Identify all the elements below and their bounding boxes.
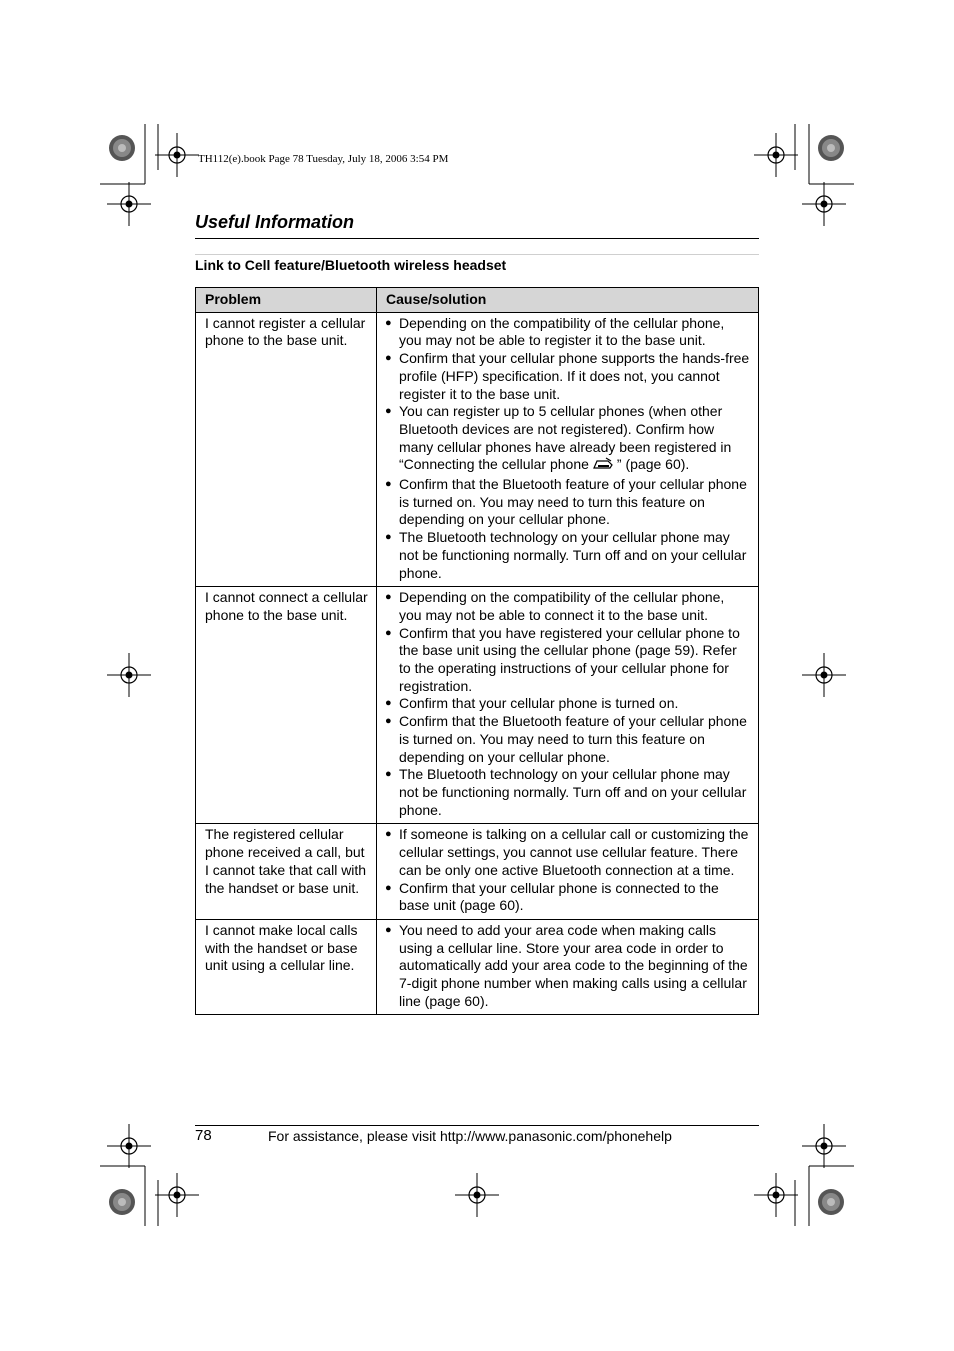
bullet-icon: ● bbox=[385, 352, 392, 365]
section-title: Useful Information bbox=[195, 212, 355, 232]
page-number: 78 bbox=[195, 1127, 212, 1144]
problem-cell: The registered cellular phone received a call, but I cannot take that call with the handset or base unit. bbox=[196, 824, 377, 920]
print-header: TH112(e).book Page 78 Tuesday, July 18, 2006 3:54 PM bbox=[198, 153, 449, 165]
bullet-icon: ● bbox=[385, 591, 392, 604]
solution-item: ● Confirm that the Bluetooth feature of your cellular phone is turned on. You may need to turn this feature on depending on your cellular phone. bbox=[385, 713, 747, 765]
solution-item: ● The Bluetooth technology on your cellular phone may not be functioning normally. Turn off and on your cellular phone. bbox=[385, 766, 747, 818]
sub-heading: Link to Cell feature/Bluetooth wireless headset bbox=[195, 257, 507, 273]
table-row bbox=[196, 919, 759, 1015]
table-row bbox=[196, 824, 759, 920]
solution-cell bbox=[377, 824, 759, 920]
solution-item: ● Confirm that you have registered your cellular phone to the base unit using the cellular phone (page 59). Refer to the operating instructions of your cellular phone for registration. bbox=[385, 624, 740, 694]
solution-item: ● You can register up to 5 cellular phones (when other Bluetooth devices are not registered). Confirm how many cellular phones have already been registered in “Connecting the cellular phone ” (page 60). bbox=[385, 403, 750, 476]
solution-item: ● Depending on the compatibility of the cellular phone, you may not be able to connect it to the base unit. bbox=[385, 589, 725, 623]
cellular-phone-icon bbox=[592, 457, 614, 476]
problem-cell: I cannot make local calls with the handset or base unit using a cellular line. bbox=[196, 919, 377, 1015]
solution-item: ● Confirm that your cellular phone is connected to the base unit (page 60). bbox=[385, 879, 719, 914]
bullet-icon: ● bbox=[385, 531, 392, 544]
solution-item: ● You need to add your area code when making calls using a cellular line. Store your area code in order to automatically add your area code to the beginning of the 7-digit phone number when making calls using a cellular line (page 60). bbox=[385, 921, 748, 1009]
bullet-icon: ● bbox=[385, 715, 392, 728]
subtitle-rule bbox=[195, 254, 759, 255]
title-rule bbox=[195, 238, 759, 239]
bullet-icon: ● bbox=[385, 478, 392, 491]
bullet-icon: ● bbox=[385, 405, 392, 418]
table-header-row bbox=[196, 288, 759, 313]
bullet-icon: ● bbox=[385, 923, 392, 936]
solution-item: ● Confirm that your cellular phone is turned on. bbox=[385, 695, 679, 712]
problem-cell: I cannot connect a cellular phone to the base unit. bbox=[196, 587, 377, 824]
solution-cell bbox=[377, 587, 759, 824]
footer-text: For assistance, please visit http://www.panasonic.com/phonehelp bbox=[268, 1128, 672, 1144]
bullet-icon: ● bbox=[385, 881, 392, 894]
table-row bbox=[196, 312, 759, 587]
footer-rule bbox=[195, 1125, 759, 1126]
column-header-solution: Cause/solution bbox=[377, 288, 759, 313]
solution-item: ● If someone is talking on a cellular call or customizing the cellular settings, you cannot use cellular feature. There can be only one active Bluetooth connection at a time. bbox=[385, 826, 749, 878]
solution-item: ● Depending on the compatibility of the cellular phone, you may not be able to register it to the base unit. bbox=[385, 314, 725, 349]
bullet-icon: ● bbox=[385, 828, 392, 841]
problem-cell: I cannot register a cellular phone to the base unit. bbox=[196, 312, 377, 587]
solution-item: ● The Bluetooth technology on your cellular phone may not be functioning normally. Turn off and on your cellular phone. bbox=[385, 529, 747, 581]
solution-cell bbox=[377, 312, 759, 587]
bullet-icon: ● bbox=[385, 316, 392, 329]
column-header-problem: Problem bbox=[196, 288, 377, 313]
table-row bbox=[196, 587, 759, 824]
bullet-icon: ● bbox=[385, 768, 392, 781]
bullet-icon: ● bbox=[385, 697, 392, 710]
solution-item: ● Confirm that your cellular phone supports the hands-free profile (HFP) specification. If it does not, you cannot register it to the base unit. bbox=[385, 350, 750, 402]
solution-cell bbox=[377, 919, 759, 1015]
bullet-icon: ● bbox=[385, 626, 392, 639]
troubleshooting-table bbox=[195, 287, 759, 1015]
solution-item: ● Confirm that the Bluetooth feature of your cellular phone is turned on. You may need to turn this feature on depending on your cellular phone. bbox=[385, 476, 747, 528]
